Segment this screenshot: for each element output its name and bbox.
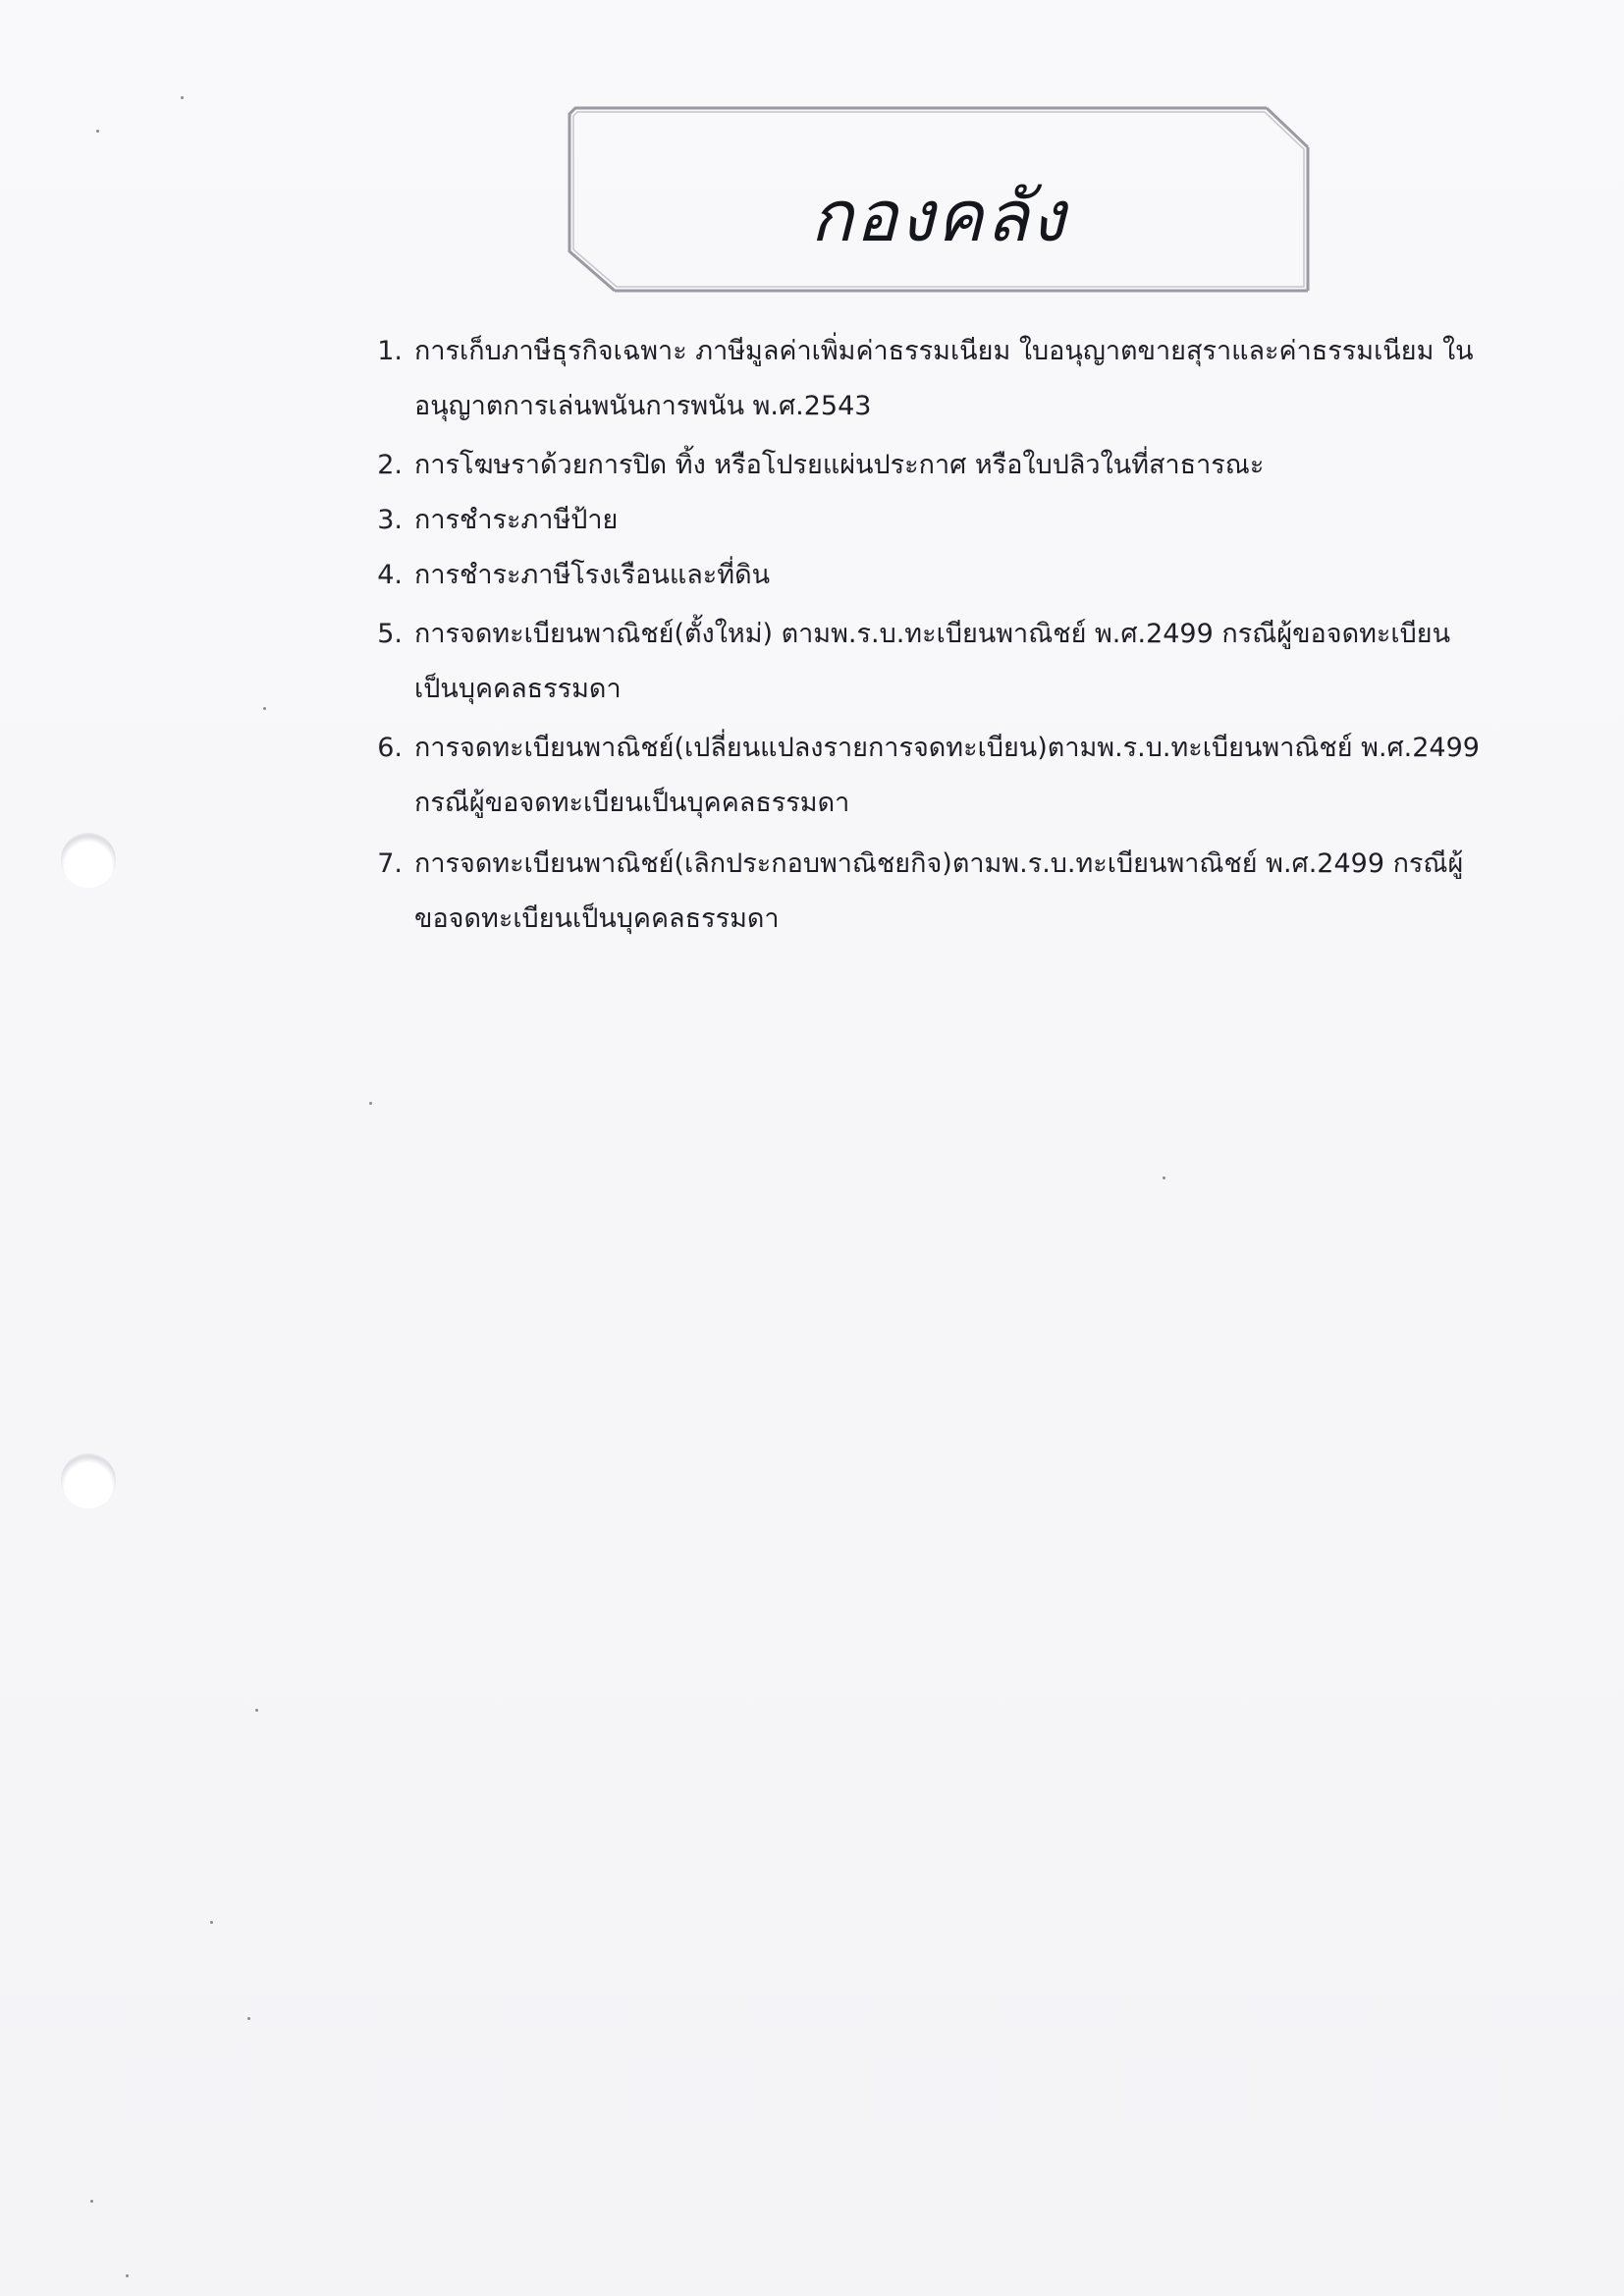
item-text-line: ขอจดทะเบียนเป็นบุคคลธรรมดา — [414, 903, 780, 934]
item-number: 3. — [377, 505, 403, 535]
scan-speck — [247, 2017, 250, 2020]
item-text-line: การเก็บภาษีธุรกิจเฉพาะ ภาษีมูลค่าเพิ่มค่าธรรมเนียม ใบอนุญาตขายสุราและค่าธรรมเนียม ใน — [414, 336, 1474, 366]
page-title: กองคลัง — [810, 175, 1067, 257]
item-number: 1. — [377, 336, 403, 366]
item-number: 4. — [377, 560, 403, 590]
scan-speck — [210, 1921, 213, 1924]
item-number: 6. — [377, 733, 403, 763]
item-text-line: การจดทะเบียนพาณิชย์(ตั้งใหม่) ตามพ.ร.บ.ทะเบียนพาณิชย์ พ.ศ.2499 กรณีผู้ขอจดทะเบียน — [414, 619, 1451, 649]
scan-speck — [369, 1102, 372, 1105]
item-text — [414, 607, 1514, 717]
item-text-line: อนุญาตการเล่นพนันการพนัน พ.ศ.2543 — [414, 391, 872, 421]
punch-hole-bottom — [61, 1453, 116, 1508]
item-text — [414, 438, 1514, 493]
item-text — [414, 493, 1514, 548]
scan-speck — [126, 2274, 129, 2277]
item-text-line: การชำระภาษีโรงเรือนและที่ดิน — [414, 560, 771, 590]
item-number: 5. — [377, 619, 403, 649]
punch-hole-top — [61, 833, 116, 888]
scan-speck — [1163, 1176, 1165, 1179]
item-text — [414, 837, 1514, 947]
scan-speck — [96, 130, 99, 133]
item-text-line: การโฆษราด้วยการปิด ทิ้ง หรือโปรยแผ่นประกาศ หรือใบปลิวในที่สาธารณะ — [414, 450, 1265, 480]
item-text-line: การจดทะเบียนพาณิชย์(เลิกประกอบพาณิชยกิจ)ตามพ.ร.บ.ทะเบียนพาณิชย์ พ.ศ.2499 กรณีผู้ — [414, 848, 1464, 879]
item-number: 7. — [377, 848, 403, 879]
item-number: 2. — [377, 450, 403, 480]
item-text — [414, 324, 1514, 434]
item-text-line: การจดทะเบียนพาณิชย์(เปลี่ยนแปลงรายการจดทะเบียน)ตามพ.ร.บ.ทะเบียนพาณิชย์ พ.ศ.2499 — [414, 733, 1480, 763]
scan-speck — [263, 707, 266, 710]
item-text-line: การชำระภาษีป้าย — [414, 505, 619, 535]
item-text-line: กรณีผู้ขอจดทะเบียนเป็นบุคคลธรรมดา — [414, 788, 850, 818]
scan-speck — [90, 2200, 93, 2203]
scan-speck — [181, 96, 184, 99]
item-text — [414, 548, 1514, 603]
scan-speck — [255, 1709, 258, 1712]
title-box — [568, 106, 1310, 293]
item-text-line: เป็นบุคคลธรรมดา — [414, 674, 622, 704]
item-text — [414, 721, 1514, 831]
